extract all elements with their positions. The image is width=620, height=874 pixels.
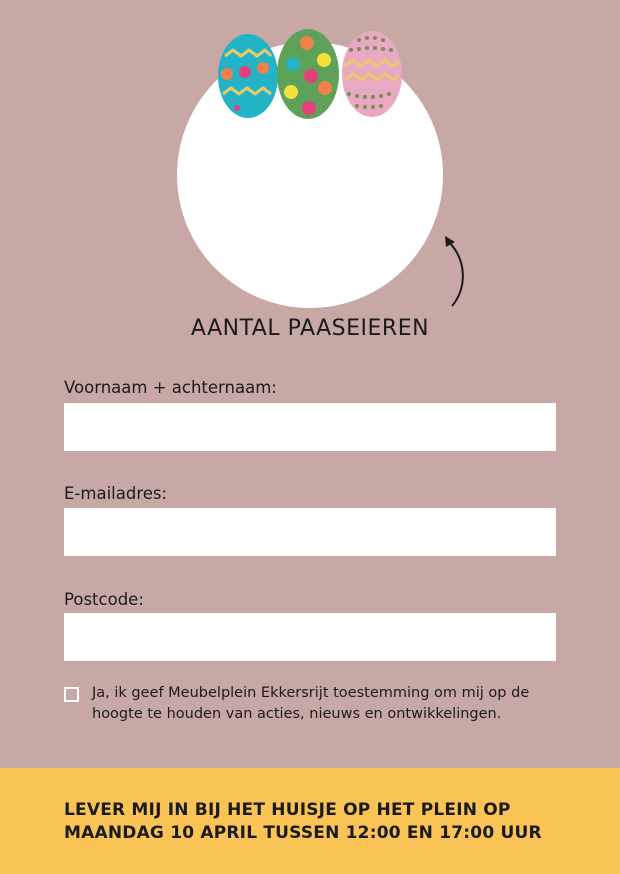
name-input[interactable] xyxy=(64,403,556,451)
email-label: E-mailadres: xyxy=(64,484,168,503)
name-label: Voornaam + achternaam: xyxy=(64,378,277,397)
postcode-input[interactable] xyxy=(64,613,556,661)
blue-egg-icon xyxy=(218,34,278,118)
easter-eggs-illustration xyxy=(213,26,409,122)
curved-arrow-icon xyxy=(436,232,472,312)
footer-line-2: MAANDAG 10 APRIL TUSSEN 12:00 EN 17:00 UUR xyxy=(64,823,542,843)
footer-line-1: LEVER MIJ IN BIJ HET HUISJE OP HET PLEIN OP xyxy=(64,800,511,820)
egg-count-title: AANTAL PAASEIEREN xyxy=(190,316,430,341)
pink-egg-icon xyxy=(342,31,402,117)
green-egg-icon xyxy=(277,29,339,119)
delivery-footer xyxy=(0,768,620,874)
consent-text: Ja, ik geef Meubelplein Ekkersrijt toestemming om mij op de hoogte te houden van acties, nieuws en ontwikkelingen. xyxy=(92,685,530,722)
postcode-label: Postcode: xyxy=(64,590,144,609)
consent-checkbox[interactable] xyxy=(64,687,79,702)
email-input[interactable] xyxy=(64,508,556,556)
